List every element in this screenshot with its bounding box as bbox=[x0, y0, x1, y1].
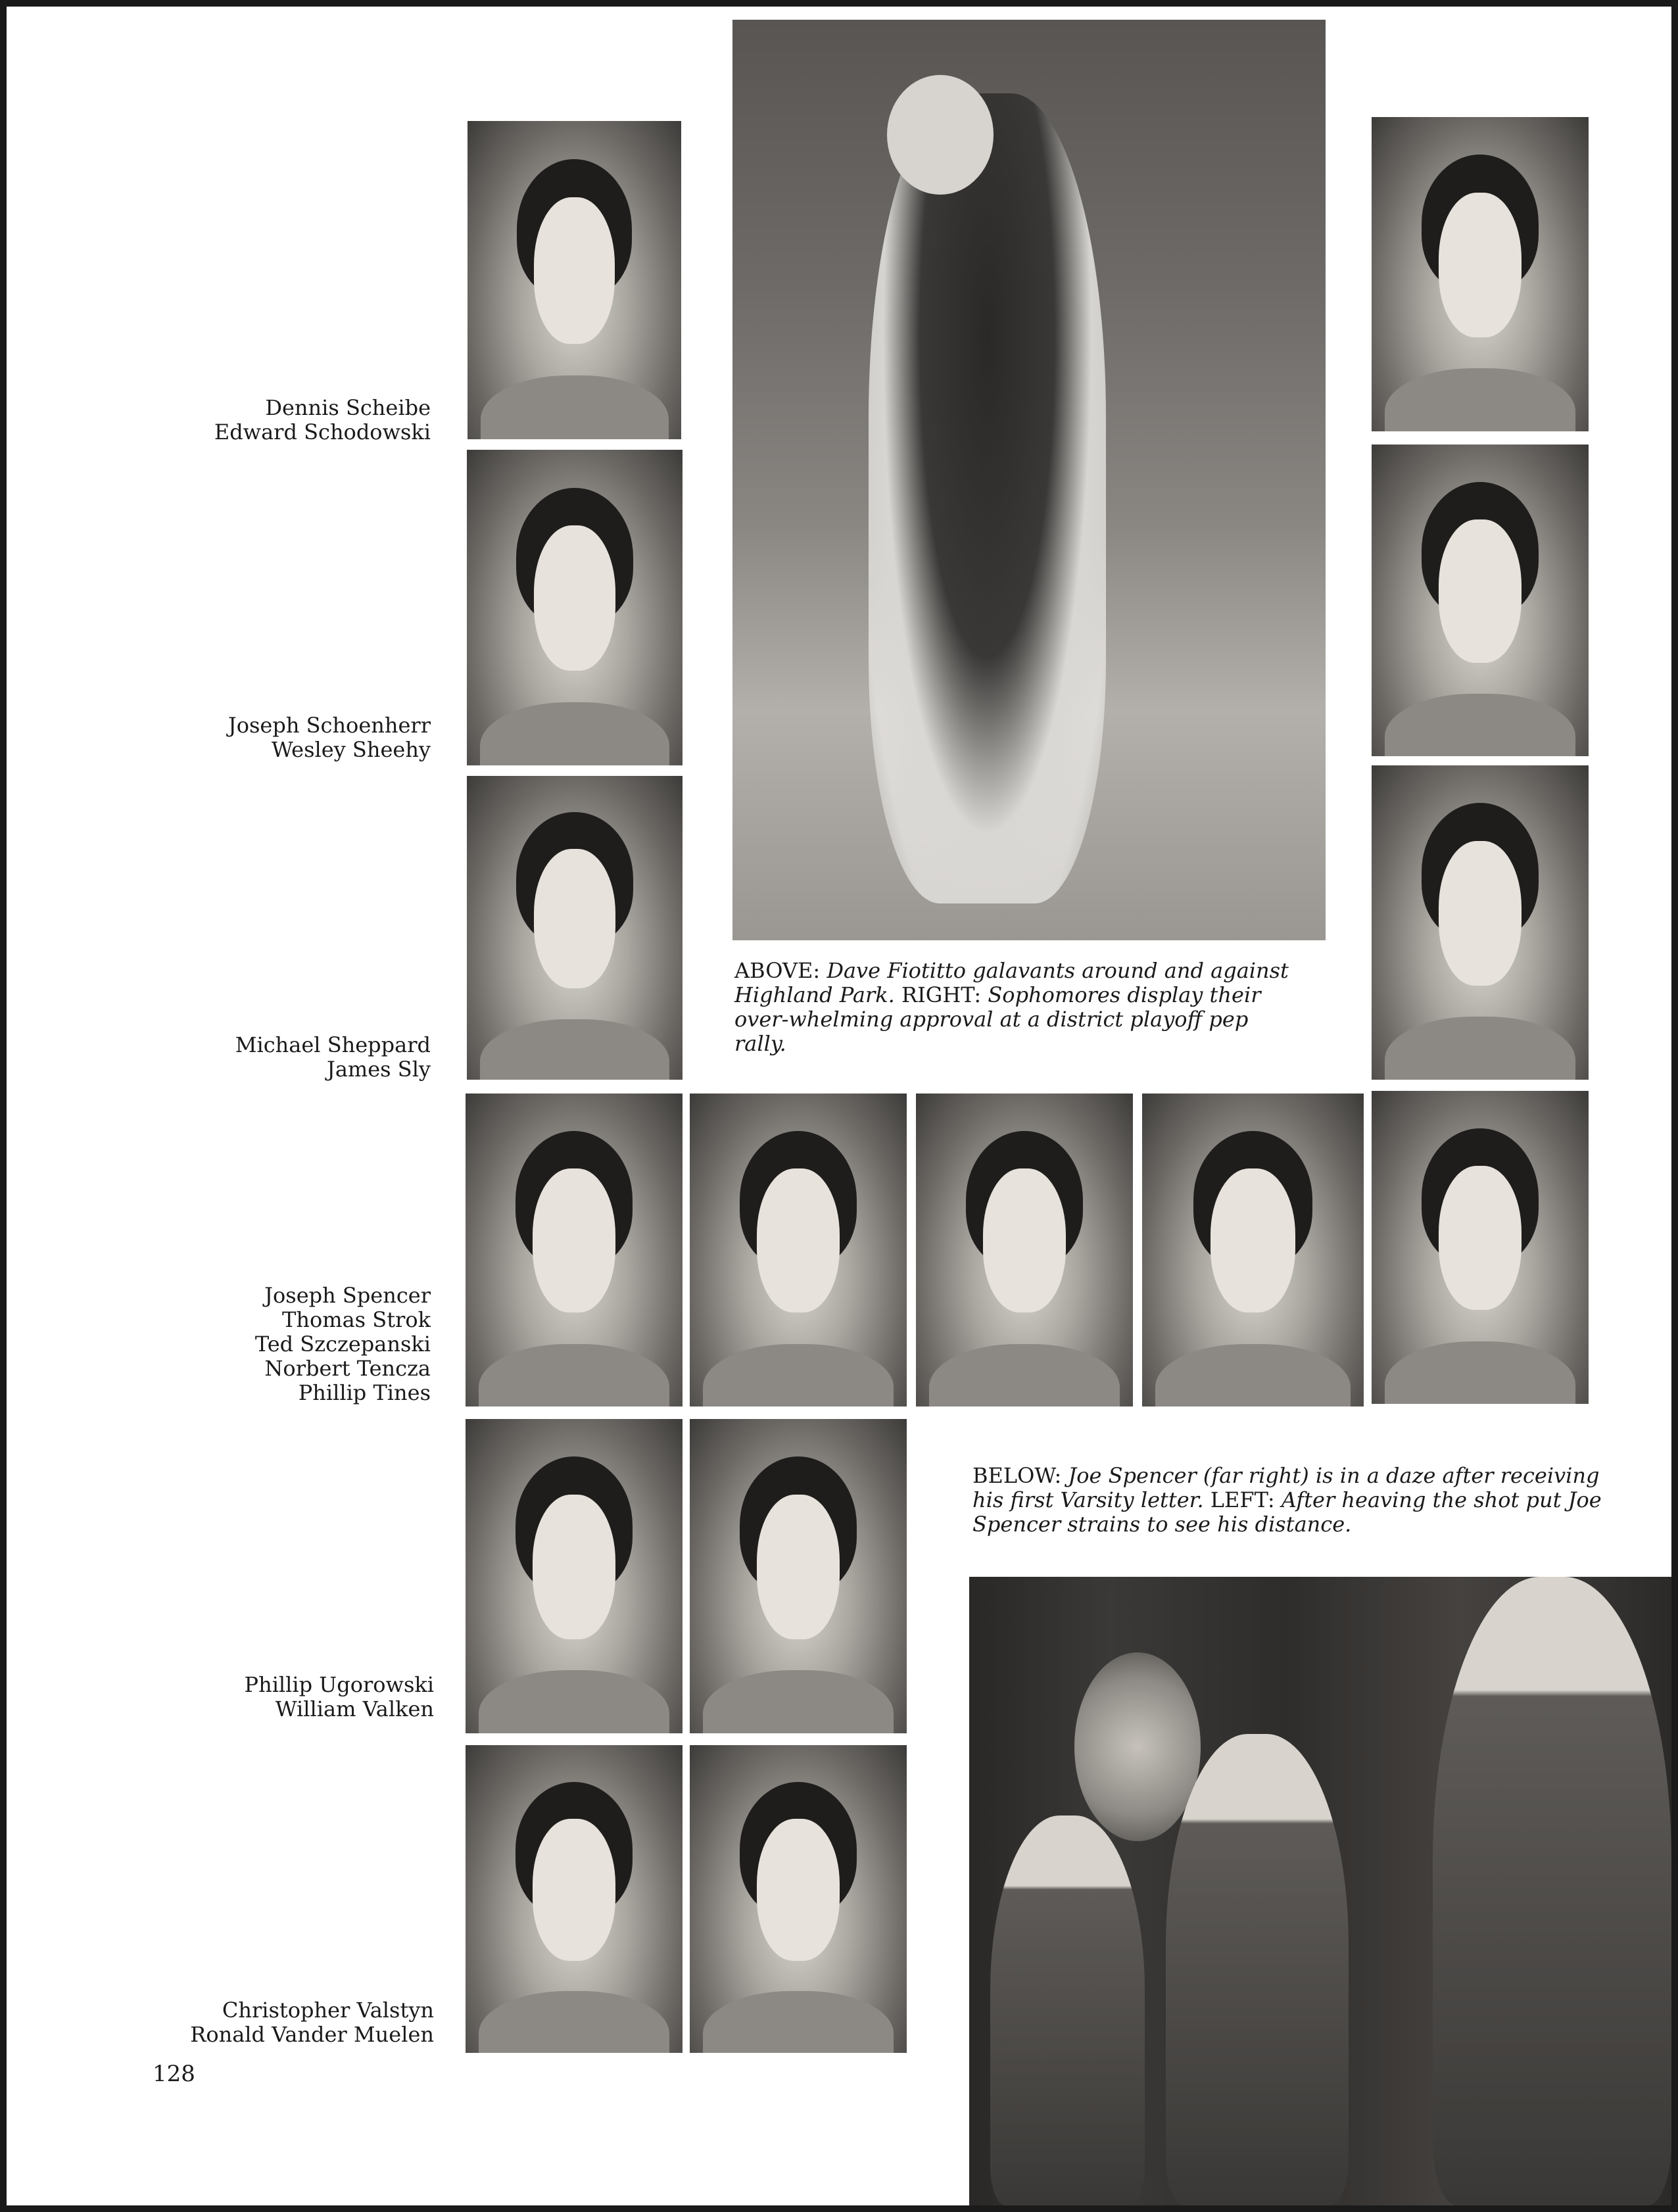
page-number: 128 bbox=[153, 2061, 195, 2087]
portrait-william-valken bbox=[690, 1419, 907, 1733]
portrait-james-sly bbox=[1372, 765, 1589, 1080]
student-name: Ted Szczepanski bbox=[254, 1332, 431, 1357]
portrait-phillip-tines bbox=[1372, 1091, 1589, 1404]
student-name: Thomas Strok bbox=[282, 1307, 431, 1332]
portrait-dennis-scheibe bbox=[467, 121, 681, 439]
caption-below-text2: After heaving the shot put Joe Spencer strains to see his distance. bbox=[972, 1487, 1602, 1537]
student-name: James Sly bbox=[326, 1057, 431, 1082]
student-name: Ronald Vander Muelen bbox=[190, 2022, 434, 2047]
caption-above-text: Dave Fiotitto galavants around and against Highland Park. bbox=[734, 958, 1289, 1007]
caption-below bbox=[972, 1464, 1602, 1537]
name-group-1 bbox=[89, 396, 431, 445]
football-action-photo bbox=[732, 20, 1326, 940]
student-name: Joseph Spencer bbox=[264, 1283, 431, 1308]
student-name: Christopher Valstyn bbox=[222, 1998, 434, 2023]
portrait-christopher-valstyn bbox=[466, 1745, 683, 2053]
portrait-phillip-ugorowski bbox=[466, 1419, 683, 1733]
name-group-6 bbox=[92, 1998, 434, 2047]
student-name: Phillip Tines bbox=[298, 1380, 431, 1405]
portrait-ronald-vander-muelen bbox=[690, 1745, 907, 2053]
caption-below-lead2: LEFT: bbox=[1210, 1487, 1282, 1512]
name-group-2 bbox=[89, 713, 431, 762]
name-group-3 bbox=[89, 1033, 431, 1082]
name-group-5 bbox=[92, 1673, 434, 1721]
portrait-ted-szczepanski bbox=[916, 1094, 1133, 1407]
student-name: Dennis Scheibe bbox=[265, 395, 431, 420]
portrait-joseph-schoenherr bbox=[467, 450, 683, 765]
portrait-norbert-tencza bbox=[1142, 1094, 1364, 1407]
student-name: William Valken bbox=[275, 1696, 434, 1721]
portrait-thomas-strok bbox=[690, 1094, 907, 1407]
student-name: Joseph Schoenherr bbox=[228, 713, 431, 738]
portrait-michael-sheppard bbox=[467, 776, 683, 1080]
caption-above bbox=[734, 959, 1297, 1056]
name-group-4 bbox=[89, 1284, 431, 1405]
portrait-wesley-sheehy bbox=[1372, 445, 1589, 756]
caption-above-text2: Sophomores display their over-whelming approval at a district playoff pep rally. bbox=[734, 982, 1261, 1056]
student-name: Edward Schodowski bbox=[214, 420, 431, 445]
caption-below-lead: BELOW: bbox=[972, 1463, 1068, 1488]
caption-below-text: Joe Spencer (far right) is in a daze after receiving his first Varsity letter. bbox=[972, 1463, 1600, 1512]
award-ceremony-photo bbox=[969, 1577, 1671, 2205]
portrait-joseph-spencer bbox=[466, 1094, 683, 1407]
caption-above-lead: ABOVE: bbox=[734, 958, 827, 983]
caption-above-lead2: RIGHT: bbox=[901, 982, 988, 1007]
portrait-edward-schodowski bbox=[1372, 117, 1589, 431]
student-name: Norbert Tencza bbox=[264, 1356, 431, 1381]
student-name: Phillip Ugorowski bbox=[244, 1672, 434, 1697]
student-name: Michael Sheppard bbox=[235, 1032, 431, 1057]
student-name: Wesley Sheehy bbox=[271, 737, 431, 762]
